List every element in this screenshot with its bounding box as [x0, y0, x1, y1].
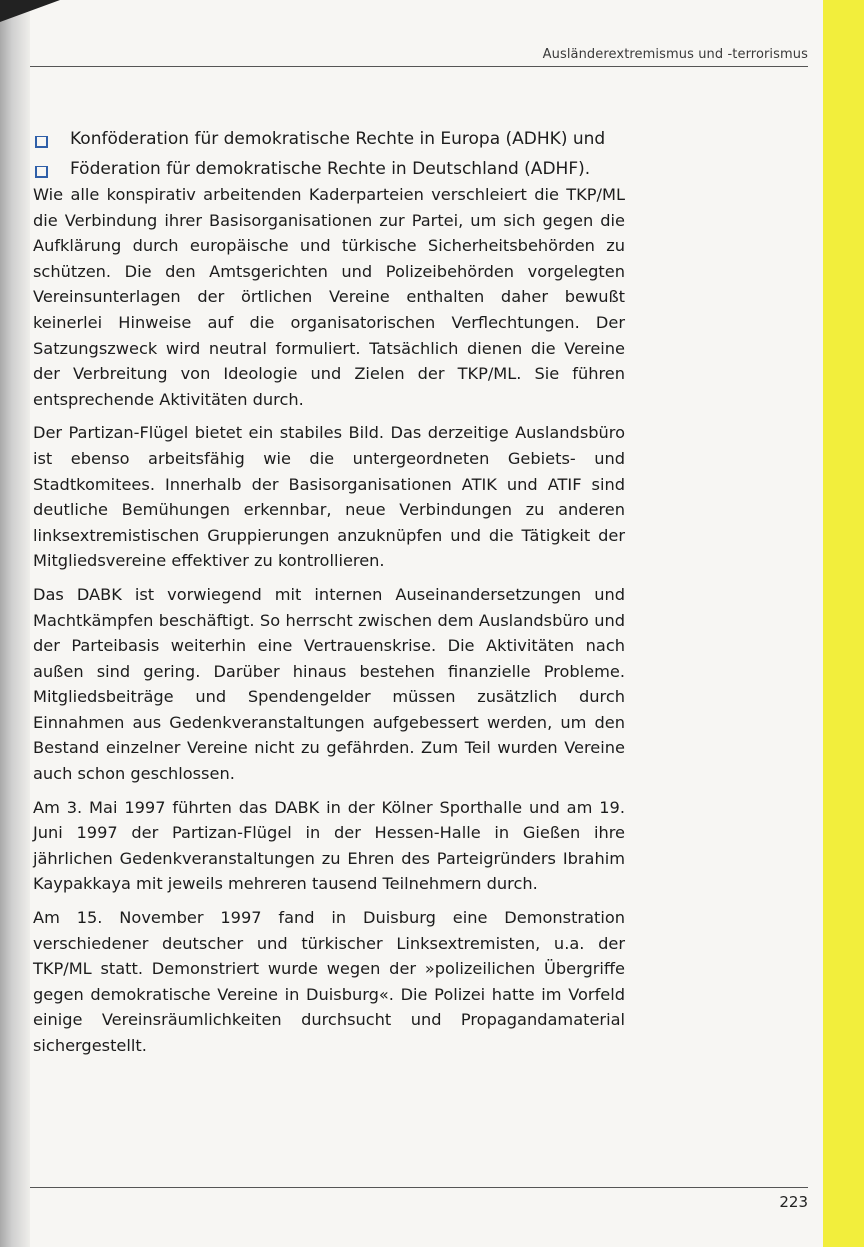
running-header: Ausländerextremismus und -terrorismus	[542, 47, 808, 62]
bullet-list	[32, 124, 632, 184]
paragraph: Der Partizan-Flügel bietet ein stabiles Bild. Das derzeitige Auslandsbüro ist ebenso arbeitsfähig wie die untergeordneten Gebiets- und Stadtkomitees. Innerhalb der Basisorganisationen ATIK und ATIF sind deutliche Bemühungen erkennbar, neue Verbindungen zu anderen linksextremistischen Gruppierungen anzuknüpfen und die Tätigkeit der Mitgliedsvereine effektiver zu kontrollieren.	[33, 423, 625, 571]
corner-tab	[0, 0, 60, 22]
bullet-text: Konföderation für demokratische Rechte in Europa (ADHK) und	[70, 129, 606, 149]
paragraph: Das DABK ist vorwiegend mit internen Auseinandersetzungen und Machtkämpfen beschäftigt. So herrscht zwischen dem Auslandsbüro und der Parteibasis weiterhin eine Vertrauenskrise. Die Aktivitäten nach außen sind gering. Darüber hinaus bestehen finanzielle Probleme. Mitgliedsbeiträge und Spendengelder müssen zusätzlich durch Einnahmen aus Gedenkveranstaltungen aufgebessert werden, um den Bestand einzelner Vereine nicht zu gefährden. Zum Teil wurden Vereine auch schon geschlossen.	[33, 584, 625, 784]
bullet-item	[32, 124, 632, 154]
page-binding-shadow	[0, 0, 30, 1247]
square-bullet-icon	[35, 136, 48, 148]
bullet-text: Föderation für demokratische Rechte in Deutschland (ADHF).	[70, 159, 591, 179]
footer-rule	[30, 1187, 808, 1188]
bullet-item	[32, 154, 632, 184]
square-bullet-icon	[35, 166, 48, 178]
body-text	[33, 182, 625, 1067]
margin-color-tab	[823, 0, 864, 1247]
page-number: 223	[779, 1193, 808, 1211]
header-rule	[30, 66, 808, 67]
paragraph: Am 15. November 1997 fand in Duisburg eine Demonstration verschiedener deutscher und türkischer Linksextremisten, u.a. der TKP/ML statt. Demonstriert wurde wegen der »polizeilichen Übergriffe gegen demokratische Vereine in Duisburg«. Die Polizei hatte im Vorfeld einige Vereinsräumlichkeiten durchsucht und Propagandamaterial sichergestellt.	[33, 908, 625, 1055]
paragraph: Wie alle konspirativ arbeitenden Kaderparteien verschleiert die TKP/ML die Verbindung ihrer Basisorganisationen zur Partei, um sich gegen die Aufklärung durch europäische und türkische Sicherheitsbehörden zu schützen. Die den Amtsgerichten und Polizeibehörden vorgelegten Vereinsunterlagen der örtlichen Vereine enthalten daher bewußt keinerlei Hinweise auf die organisatorischen Verflechtungen. Der Satzungszweck wird neutral formuliert. Tatsächlich dienen die Vereine der Verbreitung von Ideologie und Zielen der TKP/ML. Sie führen entsprechende Aktivitäten durch.	[33, 185, 625, 409]
paragraph: Am 3. Mai 1997 führten das DABK in der Kölner Sporthalle und am 19. Juni 1997 der Partizan-Flügel in der Hessen-Halle in Gießen ihre jährlichen Gedenkveranstaltungen zu Ehren des Parteigründers Ibrahim Kaypakkaya mit jeweils mehreren tausend Teilnehmern durch.	[33, 797, 625, 894]
